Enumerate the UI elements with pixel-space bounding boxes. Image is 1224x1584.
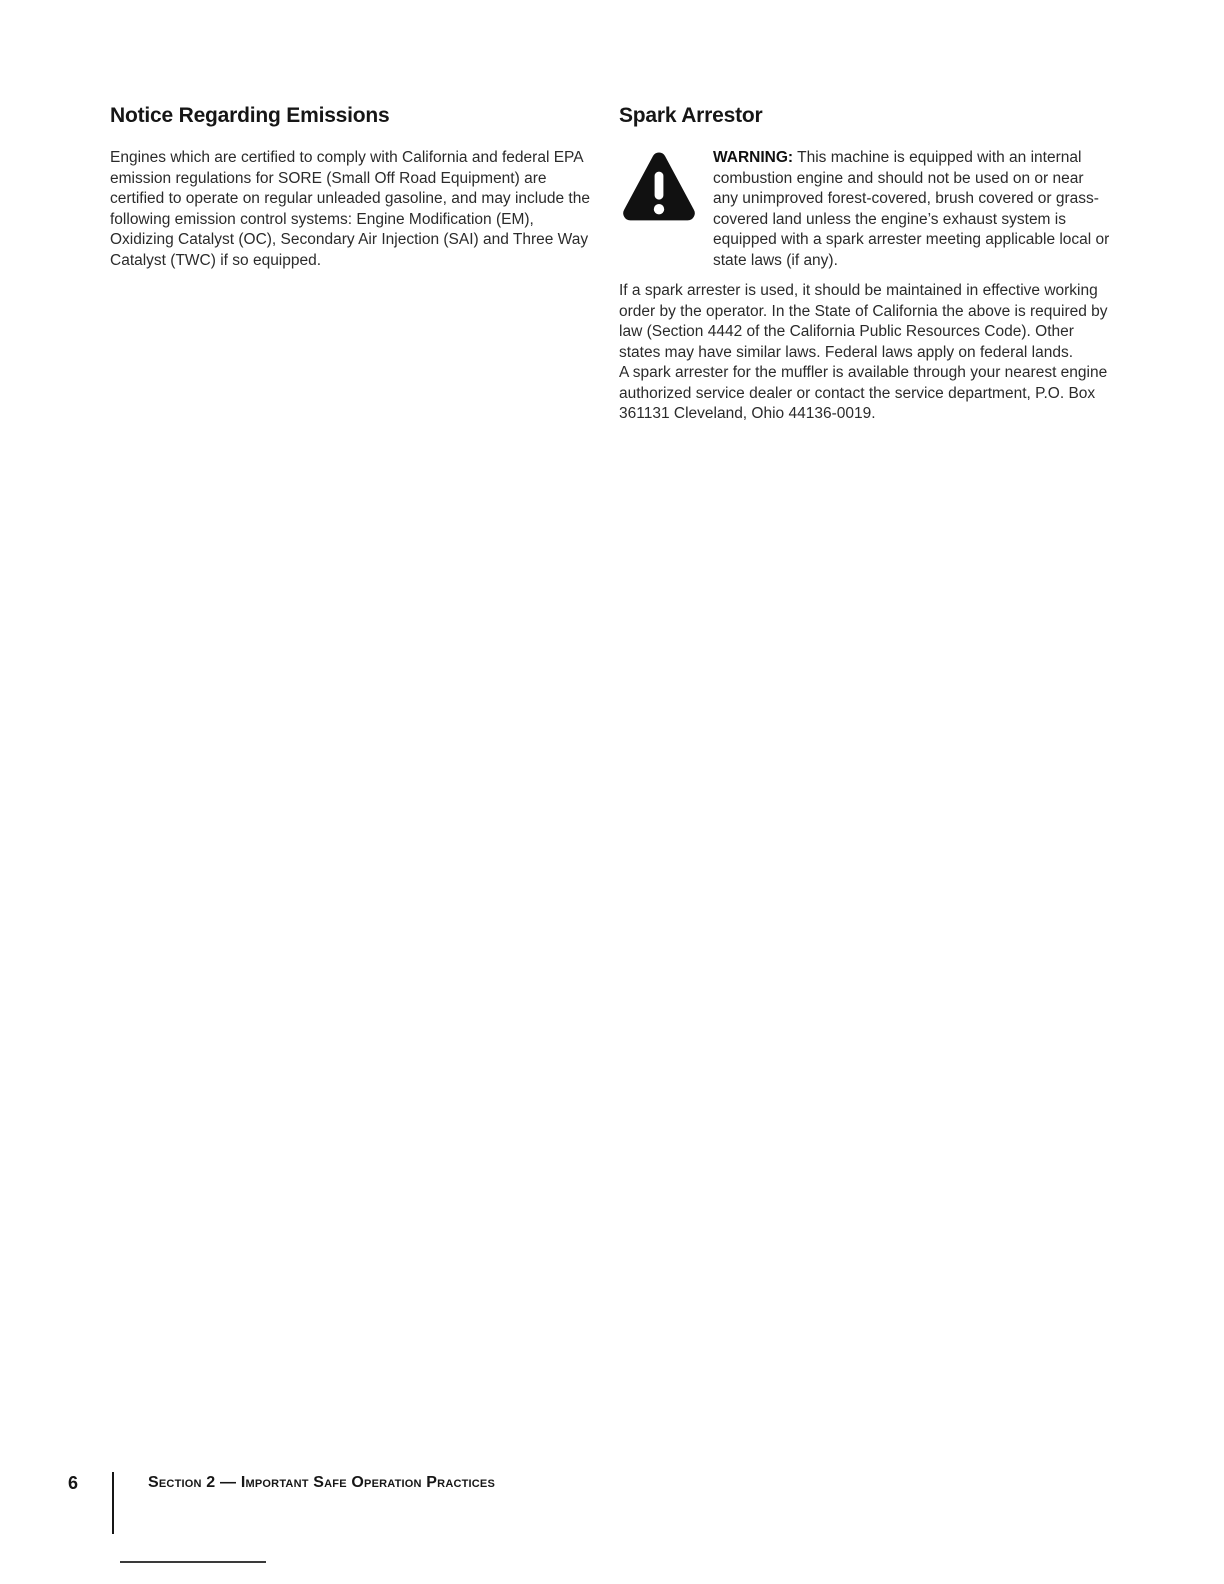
footer-section-label: Section 2 — Important Safe Operation Practices (148, 1474, 496, 1491)
spark-arrestor-heading: Spark Arrestor (619, 104, 763, 127)
spark-arrestor-section (619, 104, 1111, 425)
emissions-section (110, 104, 594, 271)
emissions-heading: Notice Regarding Emissions (110, 104, 390, 127)
warning-body: This machine is equipped with an internal combustion engine and should not be used on or near any unimproved forest-covered, brush covered or grass-covered land unless the engine’s exhaust system is equipped with a spark arrester meeting applicable local or state laws (if any). (713, 149, 1110, 269)
warning-block (619, 148, 1111, 271)
spark-arrester-paragraph-1: If a spark arrester is used, it should be maintained in effective working order by the operator. In the State of California the above is required by law (Section 4442 of the California Public Resources Code). Other states may have similar laws. Federal laws apply on federal lands. (619, 282, 1108, 361)
page-footer (68, 1472, 495, 1534)
bottom-rule (120, 1561, 266, 1563)
page-number: 6 (68, 1473, 79, 1493)
warning-text (713, 148, 1111, 271)
warning-label: WARNING: (713, 149, 794, 166)
spark-arrester-paragraph-2: A spark arrester for the muffler is available through your nearest engine authorized service dealer or contact the service department, P.O. Box 361131 Cleveland, Ohio 44136-0019. (619, 364, 1108, 422)
emissions-body-text: Engines which are certified to comply with California and federal EPA emission regulations for SORE (Small Off Road Equipment) are certified to operate on regular unleaded gasoline, and may include the following emission control systems: Engine Modification (EM), Oxidizing Catalyst (OC), Secondary Air Injection (SAI) and Three Way Catalyst (TWC) if so equipped. (110, 149, 590, 269)
footer-divider (112, 1472, 114, 1534)
warning-triangle-icon (619, 150, 699, 222)
